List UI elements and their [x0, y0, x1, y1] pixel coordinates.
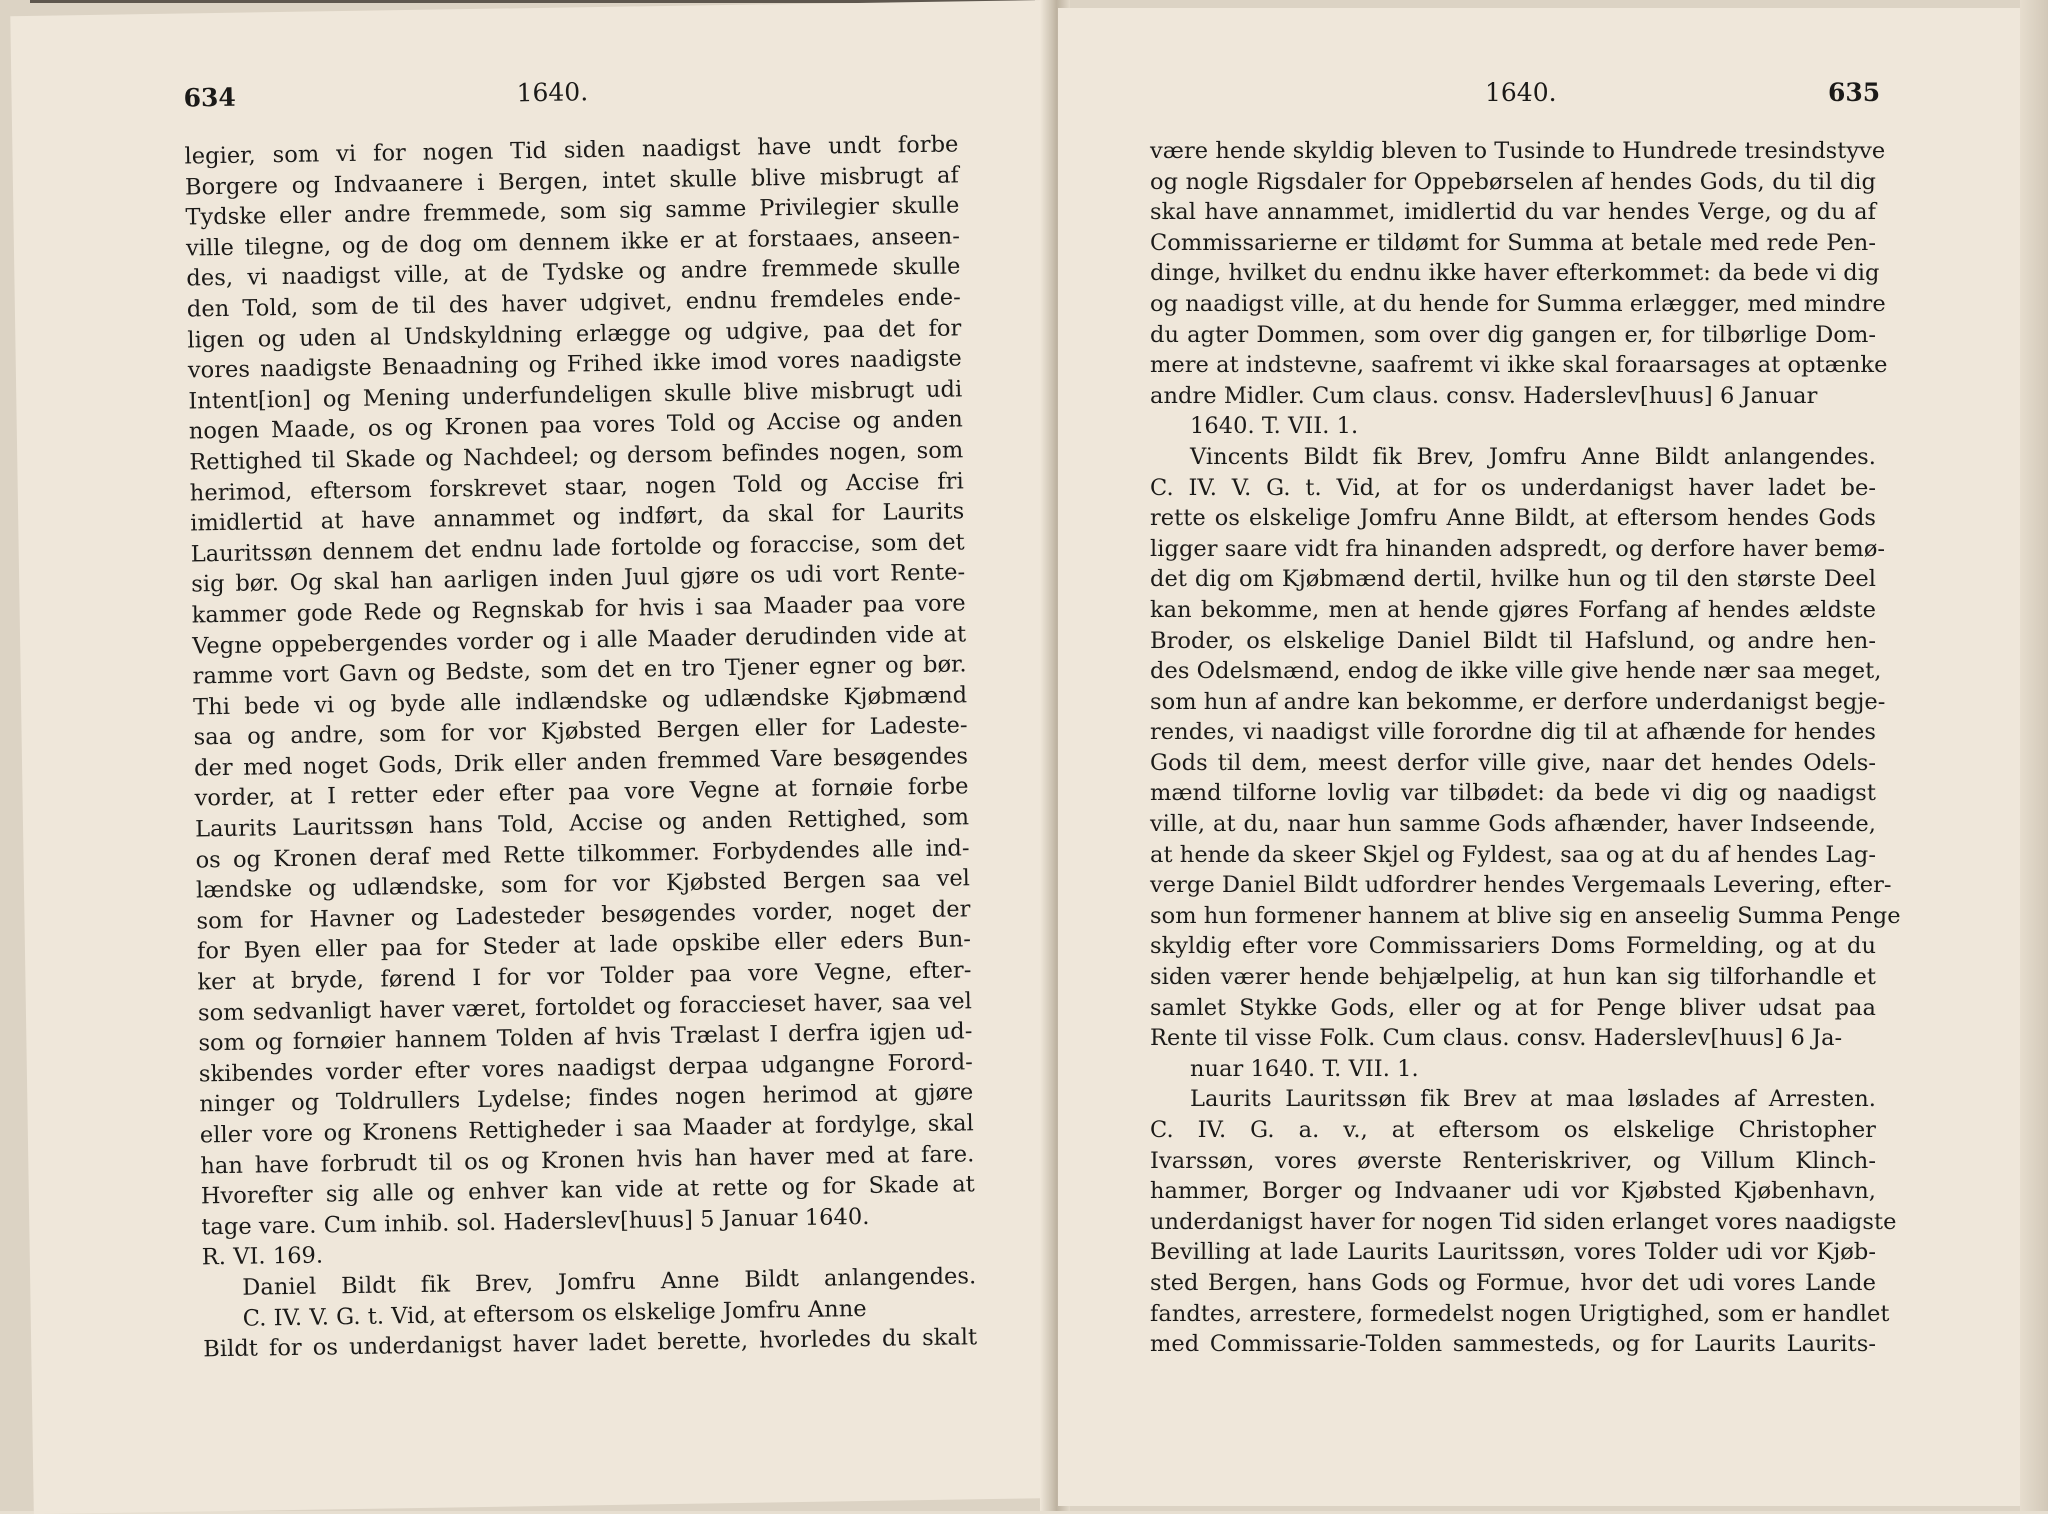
right-text-line: ville, at du, naar hun samme Gods afhænder, haver Indseende, — [1150, 811, 1876, 838]
right-text-line: skyldig efter vore Commissariers Doms Formelding, og at du — [1150, 933, 1876, 960]
left-text-line: kammer gode Rede og Regnskab for hvis i saa Maader paa vore — [191, 590, 966, 629]
left-text-line: R. VI. 169. — [201, 1242, 324, 1271]
right-text-line: underdanigst haver for nogen Tid siden erlanget vores naadigste — [1150, 1208, 1897, 1235]
left-text-line: som sedvanligt haver været, fortoldet og foraccieset haver, saa vel — [197, 987, 973, 1027]
left-text-line: des, vi naadigst ville, at de Tydske og andre fremmede skulle — [186, 253, 961, 292]
left-text-line: ville tilegne, og de dog om dennem ikke er at forstaaes, anseen- — [185, 223, 961, 262]
right-text-line: du agter Dommen, som over dig gangen er, for tilbørlige Dom- — [1150, 321, 1876, 348]
right-text-line: des Odelsmænd, endog de ikke ville give hende nær saa meget, — [1150, 658, 1882, 685]
left-text-line: imidlertid at have annammet og indført, da skal for Laurits — [190, 498, 965, 537]
right-text-line: C. IV. V. G. t. Vid, at for os underdanigst haver ladet be- — [1150, 474, 1876, 501]
left-text-line: lændske og udlændske, som for vor Kjøbsted Bergen saa vel — [195, 865, 971, 904]
left-text-line: skibendes vorder efter vores naadigst derpaa udgangne Forord- — [198, 1049, 974, 1088]
right-text-line: fandtes, arrestere, formedelst nogen Urigtighed, som er handlet — [1150, 1300, 1890, 1327]
right-text-line: Laurits Lauritssøn fik Brev at maa løslades af Arresten. — [1190, 1086, 1876, 1113]
right-text-line: og nogle Rigsdaler for Oppebørselen af hendes Gods, du til dig — [1150, 168, 1876, 195]
left-text-line: vores naadigste Benaadning og Frihed ikke imod vores naadigste — [187, 345, 962, 384]
right-text-line: rette os elskelige Jomfru Anne Bildt, at eftersom hendes Gods — [1150, 505, 1876, 532]
left-text-line: ligen og uden al Undskyldning erlægge og udgive, paa det for — [187, 314, 962, 354]
left-text-line: legier, som vi for nogen Tid siden naadigst have undt forbe — [184, 131, 959, 170]
right-text-line: C. IV. G. a. v., at eftersom os elskelige Christopher — [1150, 1117, 1876, 1143]
right-text-line: det dig om Kjøbmænd dertil, hvilke hun og til den største Deel — [1150, 566, 1876, 593]
left-text-line: Vegne oppebergendes vorder og i alle Maader derudinden vide at — [192, 620, 967, 659]
left-text-line: herimod, eftersom forskrevet staar, nogen Told og Accise fri — [189, 467, 964, 507]
right-page-header — [1058, 78, 2038, 118]
left-text-line: tage vare. Cum inhib. sol. Haderslev[huus] 5 Januar 1640. — [201, 1203, 870, 1241]
left-text-line: saa og andre, som for vor Kjøbsted Bergen eller for Ladeste- — [193, 712, 968, 751]
left-text-line: Bildt for os underdanigst haver ladet berette, hvorledes du skalt — [203, 1324, 978, 1363]
left-text-line: den Told, som de til des haver udgivet, endnu fremdeles ende- — [186, 284, 962, 323]
right-text-line: Gods til dem, meest derfor ville give, naar det hendes Odels- — [1150, 749, 1876, 776]
right-text-line: som hun formener hannem at blive sig en anseelig Summa Penge — [1150, 902, 1901, 929]
right-text-line: være hende skyldig bleven to Tusinde to Hundrede tresindstyve — [1150, 138, 1886, 164]
left-text-line: C. IV. V. G. t. Vid, at eftersom os elskelige Jomfru Anne — [242, 1295, 867, 1332]
right-text-line: at hende da skeer Skjel og Fyldest, saa og at du af hendes Lag- — [1150, 841, 1876, 868]
right-text-line: siden værer hende behjælpelig, at hun kan sig tilforhandle et — [1150, 964, 1876, 991]
right-text-line: Bevilling at lade Laurits Lauritssøn, vores Tolder udi vor Kjøb- — [1150, 1239, 1876, 1266]
right-page-edge — [2020, 0, 2048, 1511]
right-text-line: skal have annammet, imidlertid du var hendes Verge, og du af — [1150, 199, 1876, 226]
right-page — [1058, 8, 2038, 1506]
left-text-line: nogen Maade, os og Kronen paa vores Told og Accise og anden — [188, 406, 963, 445]
right-running-head-year: 1640. — [1485, 78, 1557, 107]
right-text-line: verge Daniel Bildt udfordrer hendes Vergemaals Levering, efter- — [1150, 872, 1892, 899]
left-text-line: Daniel Bildt fik Brev, Jomfru Anne Bildt anlangendes. — [242, 1263, 977, 1301]
left-page — [10, 0, 1073, 1514]
right-text-line: Ivarssøn, vores øverste Renteriskriver, og Villum Klinch- — [1150, 1147, 1876, 1174]
right-text-line: kan bekomme, men at hende gjøres Forfang af hendes ældste — [1150, 596, 1876, 623]
left-text-line: ker at bryde, førend I for vor Tolder paa vore Vegne, efter- — [197, 957, 972, 996]
left-text-line: Borgere og Indvaanere i Bergen, intet skulle blive misbrugt af — [184, 161, 960, 201]
right-text-line: Commissarierne er tildømt for Summa at betale med rede Pen- — [1150, 229, 1876, 256]
left-text-line: som og fornøier hannem Tolden af hvis Trælast I derfra igjen ud- — [198, 1018, 973, 1057]
right-text-line: mænd tilforne lovlig var tilbødet: da bede vi dig og naadigst — [1150, 780, 1876, 807]
right-text-line: nuar 1640. T. VII. 1. — [1190, 1055, 1419, 1082]
right-text-line: andre Midler. Cum claus. consv. Haderslev[huus] 6 Januar — [1150, 382, 1818, 409]
left-text-line: os og Kronen deraf med Rette tilkommer. Forbydendes alle ind- — [195, 834, 970, 874]
right-page-body — [1150, 136, 1901, 1360]
left-text-line: vorder, at I retter eder efter paa vore Vegne at fornøie forbe — [194, 773, 969, 812]
right-text-line: dinge, hvilket du endnu ikke haver efterkommet: da bede vi dig — [1150, 260, 1880, 287]
right-text-line: Vincents Bildt fik Brev, Jomfru Anne Bildt anlangendes. — [1190, 443, 1876, 470]
left-text-line: Laurits Lauritssøn hans Told, Accise og anden Rettighed, som — [194, 804, 970, 843]
left-text-line: Tydske eller andre fremmede, som sig samme Privilegier skulle — [185, 192, 960, 231]
left-text-line: Hvorefter sig alle og enhver kan vide at rette og for Skade at — [200, 1171, 975, 1210]
right-text-line: som hun af andre kan bekomme, er derfore underdanigst begje- — [1150, 688, 1886, 715]
right-text-line: samlet Stykke Gods, eller og at for Penge bliver udsat paa — [1150, 994, 1876, 1021]
left-text-line: sig bør. Og skal han aarligen inden Juul gjøre os udi vort Rente- — [191, 559, 966, 598]
left-text-line: ramme vort Gavn og Bedste, som det en tro Tjener egner og bør. — [192, 651, 967, 690]
right-text-line: med Commissarie-Tolden sammesteds, og for Laurits Laurits- — [1150, 1331, 1876, 1358]
left-text-line: Intent[ion] og Mening underfundeligen skulle blive misbrugt udi — [188, 376, 963, 415]
right-text-line: Broder, os elskelige Daniel Bildt til Hafslund, og andre hen- — [1150, 627, 1876, 654]
left-text-line: Thi bede vi og byde alle indlændske og udlændske Kjøbmænd — [192, 682, 968, 721]
left-page-number: 634 — [183, 82, 237, 113]
right-text-line: sted Bergen, hans Gods og Formue, hvor det udi vores Lande — [1150, 1269, 1876, 1296]
left-page-header — [11, 70, 1052, 126]
right-text-line: 1640. T. VII. 1. — [1190, 413, 1359, 440]
right-text-line: rendes, vi naadigst ville forordne dig til at afhænde for hendes — [1150, 719, 1876, 746]
right-text-line: ligger saare vidt fra hinanden adspredt, og derfore haver bemø- — [1150, 535, 1886, 562]
right-text-line: mere at indstevne, saafremt vi ikke skal foraarsages at optænke — [1150, 352, 1888, 379]
right-text-line: Rente til visse Folk. Cum claus. consv. Haderslev[huus] 6 Ja- — [1150, 1025, 1843, 1052]
left-text-line: Rettighed til Skade og Nachdeel; og dersom befindes nogen, som — [189, 437, 964, 476]
left-text-line: Lauritssøn dennem det endnu lade fortolde og foraccise, som det — [190, 529, 965, 568]
right-text-line: og naadigst ville, at du hende for Summa erlægger, med mindre — [1150, 290, 1886, 317]
right-page-number: 635 — [1828, 78, 1881, 107]
left-page-body — [184, 129, 977, 1365]
left-text-line: ninger og Toldrullers Lydelse; findes nogen herimod at gjøre — [199, 1079, 974, 1118]
left-text-line: han have forbrudt til os og Kronen hvis han haver med at fare. — [200, 1140, 975, 1180]
left-running-head-year: 1640. — [516, 77, 589, 108]
left-text-line: som for Havner og Ladesteder besøgendes vorder, noget der — [196, 896, 971, 935]
left-text-line: der med noget Gods, Drik eller anden fremmed Vare besøgendes — [193, 743, 969, 782]
right-text-line: hammer, Borger og Indvaaner udi vor Kjøbsted Kjøbenhavn, — [1150, 1178, 1876, 1205]
left-text-line: eller vore og Kronens Rettigheder i saa Maader at fordylge, skal — [199, 1110, 975, 1149]
left-text-line: for Byen eller paa for Steder at lade opskibe eller eders Bun- — [196, 926, 972, 965]
